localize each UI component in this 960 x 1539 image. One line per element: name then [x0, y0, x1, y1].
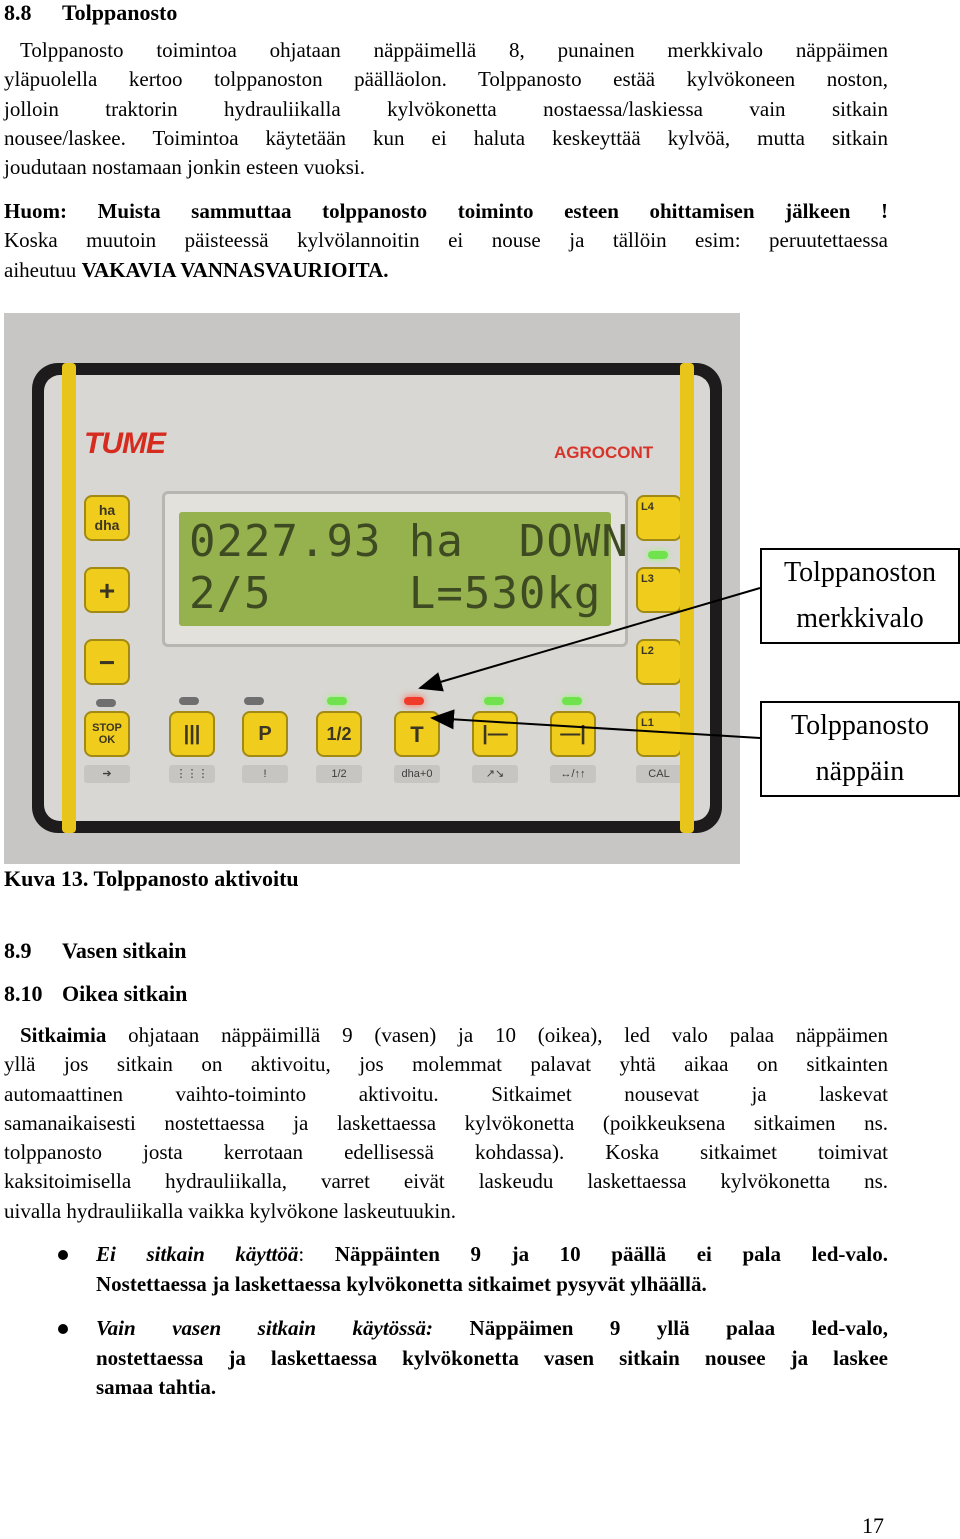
text-line: uivalla hydrauliikalla vaikka kylvökone laskeutuukin. [4, 1198, 456, 1223]
key-plus[interactable]: + [84, 567, 130, 613]
text-line: Koska muutoin päisteessä kylvölannoitin ei nouse ja tällöin esim: peruutettaessa [4, 228, 888, 253]
section-heading-8-10 [4, 981, 187, 1007]
brand-logo-agrocont: AGROCONT [554, 443, 654, 462]
page-number: 17 [862, 1513, 884, 1538]
bullet-icon [58, 1250, 68, 1260]
text-line: nousee/laskee. Toimintoa käytetään kun ei haluta keskeyttää kylvöä, mutta sitkain [4, 125, 888, 150]
key-minus[interactable]: − [84, 639, 130, 685]
text-line: Tolppanosto toimintoa ohjataan näppäimellä 8, punainen merkkivalo näppäimen [20, 38, 888, 62]
text-line: joudutaan nostamaan jonkin esteen vuoksi. [4, 155, 366, 180]
warning-text: Huom: Muista sammuttaa tolppanosto toiminto esteen ohittamisen jälkeen ! [4, 199, 888, 223]
callout-line: Tolppanosto [790, 710, 930, 741]
paragraph-sitkaimet [4, 1021, 888, 1226]
key-l2[interactable]: L2 [636, 639, 682, 685]
text-line: yläpuolella kertoo tolppanoston päälläolon. Tolppanosto estää kylvökoneen noston, [4, 67, 888, 92]
callout-line: merkkivalo [796, 603, 924, 634]
section-heading-8-9 [4, 938, 187, 964]
bullet-line [96, 1314, 888, 1344]
text-line [4, 1021, 888, 1050]
arrow-to-light [420, 588, 760, 688]
lcd-line-2: 2/5 L=530kg [189, 568, 602, 619]
key-half[interactable]: 1/2 [316, 711, 362, 757]
text-line: automaattinen vaihto-toiminto aktivoitu. Sitkaimet nousevat ja laskevat [4, 1081, 888, 1106]
sublabel-warning: ! [242, 765, 288, 783]
text-rest: ohjataan näppäimillä 9 (vasen) ja 10 (oikea), led valo palaa näppäimen [106, 1023, 888, 1047]
key-left-marker[interactable]: |— [472, 711, 518, 757]
bold-term: Sitkaimia [20, 1023, 107, 1047]
section-title: Vasen sitkain [62, 938, 187, 963]
key-l1[interactable]: L1 [636, 711, 682, 757]
danger-text: VAKAVIA VANNASVAURIOITA. [81, 257, 389, 282]
sublabel-lift: ↗↘ [472, 765, 518, 783]
sublabel-dha-zero: dha+0 [394, 765, 440, 783]
key-l3[interactable]: L3 [636, 567, 682, 613]
section-title: Tolppanosto [62, 0, 178, 25]
section-number: 8.9 [4, 938, 32, 963]
sublabel-half: 1/2 [316, 765, 362, 783]
rows-icon: ⋮⋮⋮ [169, 765, 215, 783]
section-title: Oikea sitkain [62, 981, 188, 1006]
figure-caption: Kuva 13. Tolppanosto aktivoitu [4, 866, 299, 891]
sublabel-cal: CAL [636, 765, 682, 783]
key-rows[interactable]: ||| [169, 711, 215, 757]
text-line: tolppanosto josta kerrotaan edellisessä kohdassa). Koska sitkaimet toimivat [4, 1140, 888, 1165]
text-line: jolloin traktorin hydrauliikalla kylvökonetta nostaessa/laskiessa vain sitkain [4, 96, 888, 121]
callout-nappain [760, 701, 960, 797]
arrow-to-key [432, 718, 760, 738]
key-tolppanosto[interactable]: T [394, 711, 440, 757]
key-weight[interactable]: P [242, 711, 288, 757]
callout-line: näppäin [815, 756, 905, 787]
callout-line: Tolppanoston [783, 557, 937, 588]
bullet-rest: Näppäimen 9 yllä palaa led-valo, [433, 1316, 888, 1340]
bullet-term: Vain vasen sitkain käytössä: [96, 1316, 434, 1340]
key-ha-dha[interactable]: ha dha [84, 495, 130, 541]
bullet-line: nostettaessa ja laskettaessa kylvökonetta vasen sitkain nousee ja laskee [96, 1345, 888, 1370]
key-right-marker[interactable]: —| [550, 711, 596, 757]
key-stop-ok[interactable]: STOP OK [84, 711, 130, 757]
sublabel-switch: ↔/↑↑ [550, 765, 596, 783]
bullet-line: Nostettaessa ja laskettaessa kylvökonetta sitkaimet pysyvät ylhäällä. [96, 1271, 707, 1296]
callout-merkkivalo [760, 548, 960, 644]
section-number: 8.8 [4, 0, 32, 25]
bullet-item [96, 1240, 888, 1299]
bullet-item [96, 1314, 888, 1403]
bullet-line: samaa tahtia. [96, 1375, 217, 1399]
arrow-right-icon: ➔ [84, 765, 130, 783]
bullet-sep: : [298, 1242, 305, 1266]
text-prefix: aiheutuu [4, 257, 82, 282]
text-line: kaksitoimisella hydrauliikalla, varret eivät laskeudu laskettaessa kylvökonetta ns. [4, 1169, 888, 1194]
lcd-line-1: 0227.93 ha DOWN [189, 516, 629, 567]
brand-logo-tume: TUME [84, 427, 165, 460]
section-number: 8.10 [4, 981, 43, 1006]
text-line: yllä jos sitkain on aktivoitu, jos molemmat palavat yhtä aikaa on sitkainten [4, 1052, 888, 1077]
bullet-icon [58, 1324, 68, 1334]
key-l4[interactable]: L4 [636, 495, 682, 541]
bullet-rest: Näppäinten 9 ja 10 päällä ei pala led-valo. [304, 1242, 888, 1266]
bullet-line [96, 1240, 888, 1270]
bullet-term: Ei sitkain käyttöä [96, 1242, 299, 1266]
text-line: samanaikaisesti nostettaessa ja laskettaessa kylvökonetta (poikkeuksena sitkaimen ns. [4, 1110, 888, 1135]
